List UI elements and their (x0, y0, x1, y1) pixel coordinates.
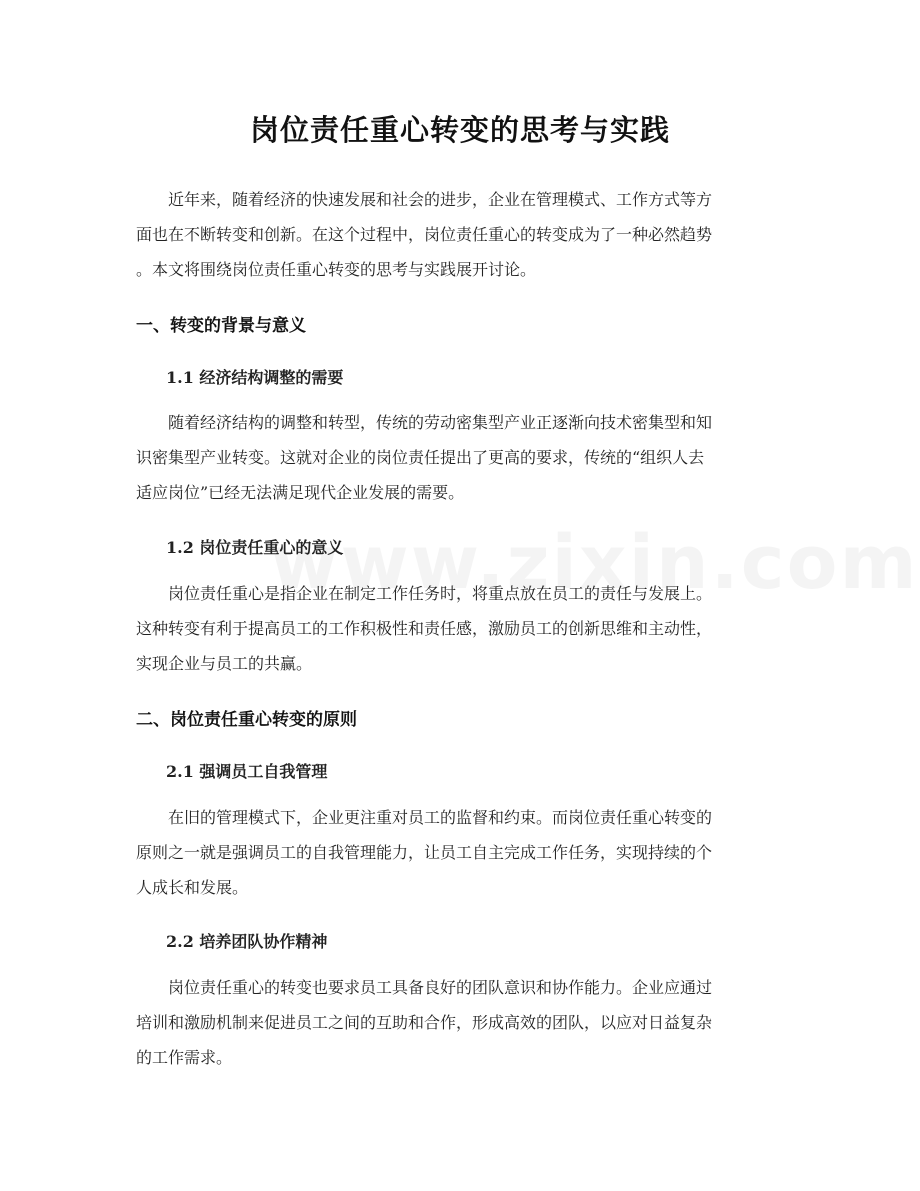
document-title: 岗位责任重心转变的思考与实践 (249, 113, 670, 147)
section-heading: 二、岗位责任重心转变的原则 (136, 710, 357, 730)
section-heading: 一、转变的背景与意义 (136, 316, 306, 336)
paragraph-line: 实现企业与员工的共赢。 (136, 654, 313, 673)
paragraph-line: 这种转变有利于提高员工的工作积极性和责任感，激励员工的创新思维和主动性， (136, 619, 713, 638)
paragraph-line: 人成长和发展。 (136, 878, 249, 897)
paragraph-line: 。本文将围绕岗位责任重心转变的思考与实践展开讨论。 (136, 260, 537, 279)
paragraph-line: 培训和激励机制来促进员工之间的互助和合作，形成高效的团队，以应对日益复杂 (136, 1013, 713, 1032)
paragraph (136, 800, 786, 905)
paragraph (136, 405, 786, 510)
paragraph-line: 随着经济结构的调整和转型，传统的劳动密集型产业正逐渐向技术密集型和知 (168, 413, 713, 432)
subsection-heading: 1.2 岗位责任重心的意义 (166, 538, 344, 557)
paragraph-line: 的工作需求。 (136, 1048, 233, 1067)
paragraph (136, 970, 786, 1075)
paragraph-line: 近年来，随着经济的快速发展和社会的进步，企业在管理模式、工作方式等方 (168, 190, 713, 209)
subsection-heading: 2.1 强调员工自我管理 (166, 762, 328, 781)
paragraph-line: 原则之一就是强调员工的自我管理能力，让员工自主完成工作任务，实现持续的个 (136, 843, 713, 862)
subsection-heading: 2.2 培养团队协作精神 (166, 932, 328, 951)
paragraph-line: 识密集型产业转变。这就对企业的岗位责任提出了更高的要求，传统的“组织人去 (136, 448, 705, 467)
paragraph-line: 岗位责任重心的转变也要求员工具备良好的团队意识和协作能力。企业应通过 (168, 978, 713, 997)
intro-paragraph (136, 182, 786, 287)
paragraph-line: 在旧的管理模式下，企业更注重对员工的监督和约束。而岗位责任重心转变的 (168, 808, 713, 827)
paragraph-line: 岗位责任重心是指企业在制定工作任务时，将重点放在员工的责任与发展上。 (168, 584, 713, 603)
paragraph (136, 576, 786, 681)
subsection-heading: 1.1 经济结构调整的需要 (166, 368, 344, 387)
paragraph-line: 适应岗位”已经无法满足现代企业发展的需要。 (136, 483, 465, 502)
paragraph-line: 面也在不断转变和创新。在这个过程中，岗位责任重心的转变成为了一种必然趋势 (136, 225, 713, 244)
